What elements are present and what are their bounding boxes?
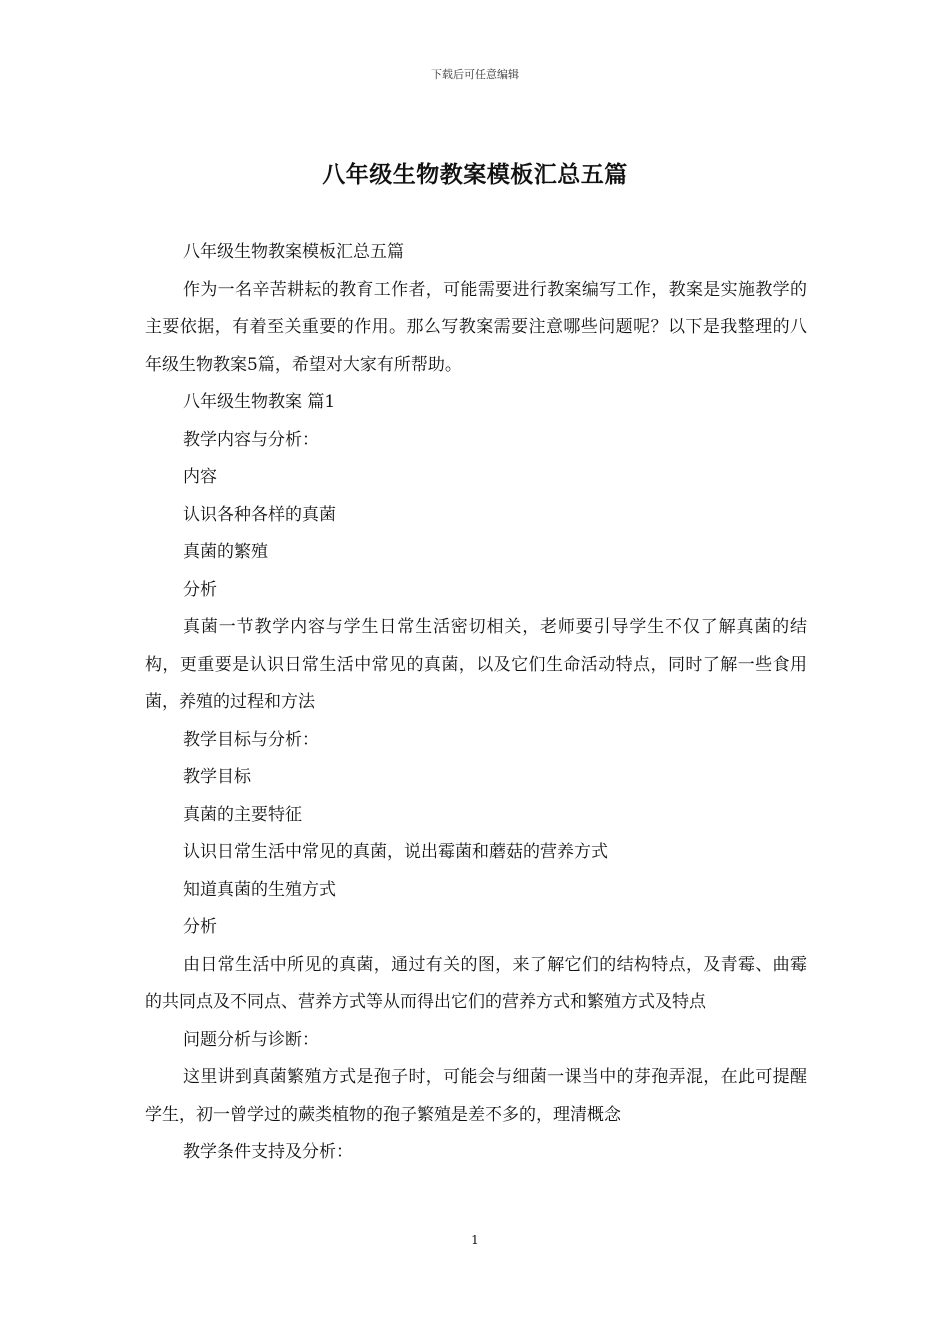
paragraph: 八年级生物教案 篇1 xyxy=(183,392,336,412)
paragraph: 教学条件支持及分析： xyxy=(183,1142,353,1162)
paragraph: 分析 xyxy=(183,579,217,600)
paragraph: 教学目标 xyxy=(183,767,251,787)
document-body xyxy=(145,234,807,1172)
paragraph: 内容 xyxy=(183,467,217,487)
paragraph: 这里讲到真菌繁殖方式是孢子时，可能会与细菌一课当中的芽孢弄混，在此可提醒学生，初一曾学过的蕨类植物的孢子繁殖是差不多的，理清概念 xyxy=(145,1067,807,1125)
paragraph: 八年级生物教案模板汇总五篇 xyxy=(183,242,404,262)
paragraph: 作为一名辛苦耕耘的教育工作者，可能需要进行教案编写工作，教案是实施教学的主要依据，有着至关重要的作用。那么写教案需要注意哪些问题呢？以下是我整理的八年级生物教案5篇，希望对大家有所帮助。 xyxy=(145,279,807,375)
paragraph: 认识各种各样的真菌 xyxy=(183,504,336,525)
document-title: 八年级生物教案模板汇总五篇 xyxy=(322,161,628,188)
header-note: 下载后可任意编辑 xyxy=(431,68,519,81)
paragraph: 真菌一节教学内容与学生日常生活密切相关，老师要引导学生不仅了解真菌的结构，更重要是认识日常生活中常见的真菌，以及它们生命活动特点，同时了解一些食用菌，养殖的过程和方法 xyxy=(145,617,807,712)
paragraph: 分析 xyxy=(183,917,217,937)
paragraph: 真菌的主要特征 xyxy=(183,804,302,825)
paragraph: 教学内容与分析： xyxy=(183,429,319,450)
paragraph: 由日常生活中所见的真菌，通过有关的图，来了解它们的结构特点，及青霉、曲霉的共同点及不同点、营养方式等从而得出它们的营养方式和繁殖方式及特点 xyxy=(145,954,807,1012)
paragraph: 知道真菌的生殖方式 xyxy=(183,879,336,900)
paragraph: 真菌的繁殖 xyxy=(183,542,268,562)
paragraph: 教学目标与分析： xyxy=(183,729,319,750)
paragraph: 问题分析与诊断： xyxy=(183,1029,319,1050)
page-number: 1 xyxy=(471,1233,479,1247)
paragraph: 认识日常生活中常见的真菌，说出霉菌和蘑菇的营养方式 xyxy=(183,842,608,862)
